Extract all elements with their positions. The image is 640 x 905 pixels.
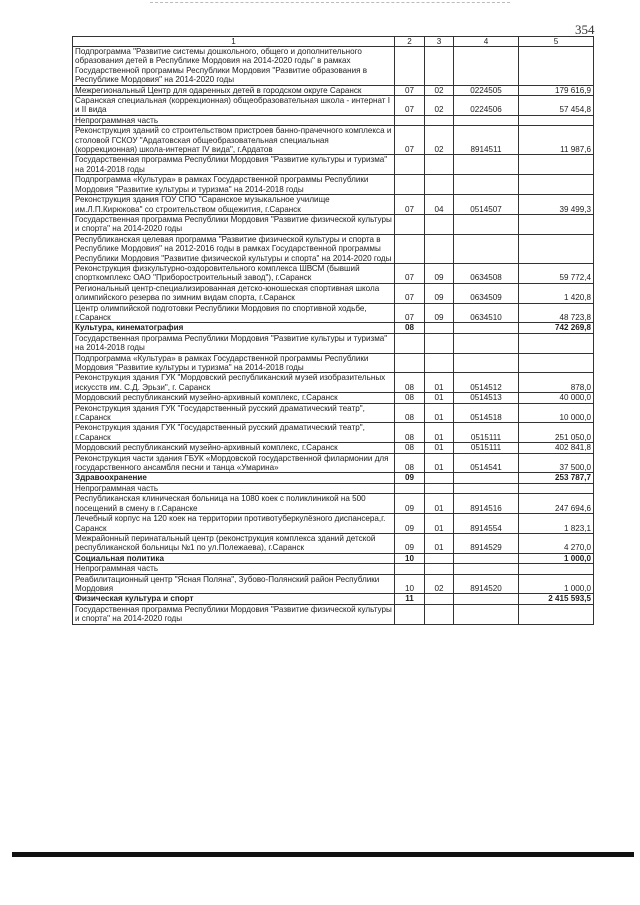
row-name-cell: Непрограммная часть — [73, 564, 395, 574]
row-target-code-cell — [454, 323, 519, 333]
table-row — [73, 263, 594, 283]
table-row — [73, 175, 594, 195]
row-amount-cell: 2 415 593,5 — [519, 594, 594, 604]
row-subsection-cell — [425, 47, 454, 86]
row-name-cell: Реконструкция здания ГУК "Государственный русский драматический театр", г.Саранск — [73, 403, 395, 423]
row-section-cell: 09 — [395, 473, 425, 483]
row-amount-cell — [519, 604, 594, 624]
row-amount-cell: 57 454,8 — [519, 96, 594, 116]
row-section-cell: 07 — [395, 263, 425, 283]
row-target-code-cell: 0514541 — [454, 453, 519, 473]
row-name-cell: Республиканская целевая программа "Развитие физической культуры и спорта в Республике Мордовия" на 2012-2016 годы в рамках Государственной программы Республики Мордовия "Развитие физической культуры и спорта" на 2014-2020 годы — [73, 234, 395, 263]
row-target-code-cell — [454, 155, 519, 175]
row-name-cell: Реконструкция здания ГУК "Мордовский республиканский музей изобразительных искусств им. С.Д. Эрьзи", г. Саранск — [73, 373, 395, 393]
bottom-scan-bar — [12, 852, 634, 857]
row-amount-cell: 253 787,7 — [519, 473, 594, 483]
row-section-cell — [395, 175, 425, 195]
row-amount-cell: 1 420,8 — [519, 283, 594, 303]
table-row — [73, 155, 594, 175]
row-target-code-cell — [454, 483, 519, 493]
row-subsection-cell — [425, 214, 454, 234]
top-scan-line — [150, 2, 510, 3]
row-target-code-cell: 0515111 — [454, 443, 519, 453]
row-subsection-cell: 01 — [425, 393, 454, 403]
row-section-cell: 07 — [395, 96, 425, 116]
table-row — [73, 574, 594, 594]
row-name-cell: Саранская специальная (коррекционная) общеобразовательная школа - интернат I и II вида — [73, 96, 395, 116]
row-name-cell: Непрограммная часть — [73, 115, 395, 125]
row-section-cell — [395, 333, 425, 353]
row-target-code-cell — [454, 553, 519, 563]
row-target-code-cell: 0634510 — [454, 303, 519, 323]
row-target-code-cell — [454, 473, 519, 483]
row-subsection-cell: 01 — [425, 453, 454, 473]
column-header-name: 1 — [73, 37, 395, 47]
row-section-cell: 07 — [395, 283, 425, 303]
row-section-cell: 08 — [395, 453, 425, 473]
table-row — [73, 283, 594, 303]
row-section-cell — [395, 155, 425, 175]
row-name-cell: Физическая культура и спорт — [73, 594, 395, 604]
table-row — [73, 533, 594, 553]
row-section-cell: 10 — [395, 574, 425, 594]
row-name-cell: Реконструкция здания ГУК "Государственный русский драматический театр", г.Саранск — [73, 423, 395, 443]
row-name-cell: Государственная программа Республики Мордовия "Развитие культуры и туризма" на 2014-2018 годы — [73, 333, 395, 353]
table-row — [73, 234, 594, 263]
row-target-code-cell — [454, 564, 519, 574]
row-section-cell: 08 — [395, 323, 425, 333]
row-name-cell: Государственная программа Республики Мордовия "Развитие физической культуры и спорта" на 2014-2020 годы — [73, 604, 395, 624]
row-amount-cell — [519, 47, 594, 86]
row-target-code-cell: 0514513 — [454, 393, 519, 403]
row-name-cell: Межрегиональный Центр для одаренных детей в городском округе Саранск — [73, 85, 395, 95]
row-target-code-cell: 0634508 — [454, 263, 519, 283]
table-row — [73, 494, 594, 514]
row-amount-cell: 10 000,0 — [519, 403, 594, 423]
table-row — [73, 323, 594, 333]
row-target-code-cell — [454, 333, 519, 353]
row-subsection-cell — [425, 323, 454, 333]
row-subsection-cell: 02 — [425, 96, 454, 116]
row-name-cell: Республиканская клиническая больница на 1080 коек с поликлиникой на 500 посещений в смену в г.Саранске — [73, 494, 395, 514]
table-row — [73, 453, 594, 473]
row-amount-cell: 878,0 — [519, 373, 594, 393]
row-target-code-cell: 8914554 — [454, 514, 519, 534]
row-name-cell: Подпрограмма «Культура» в рамках Государственной программы Республики Мордовия "Развитие культуры и туризма" на 2014-2018 годы — [73, 175, 395, 195]
row-subsection-cell: 01 — [425, 373, 454, 393]
table-row — [73, 333, 594, 353]
row-subsection-cell — [425, 115, 454, 125]
row-subsection-cell — [425, 353, 454, 373]
row-section-cell — [395, 483, 425, 493]
row-name-cell: Социальная политика — [73, 553, 395, 563]
budget-table — [72, 36, 594, 625]
row-target-code-cell: 0514507 — [454, 195, 519, 215]
row-section-cell — [395, 47, 425, 86]
row-target-code-cell — [454, 47, 519, 86]
table-row — [73, 115, 594, 125]
row-target-code-cell: 8914516 — [454, 494, 519, 514]
row-target-code-cell — [454, 115, 519, 125]
table-row — [73, 553, 594, 563]
row-name-cell: Культура, кинематография — [73, 323, 395, 333]
row-target-code-cell: 0514512 — [454, 373, 519, 393]
table-row — [73, 85, 594, 95]
row-subsection-cell — [425, 155, 454, 175]
row-amount-cell: 11 987,6 — [519, 126, 594, 155]
row-section-cell: 10 — [395, 553, 425, 563]
table-row — [73, 564, 594, 574]
table-row — [73, 393, 594, 403]
row-section-cell: 08 — [395, 403, 425, 423]
row-amount-cell: 247 694,6 — [519, 494, 594, 514]
row-target-code-cell: 8914529 — [454, 533, 519, 553]
table-row — [73, 473, 594, 483]
row-name-cell: Региональный центр-специализированная детско-юношеская спортивная школа олимпийского резерва по зимним видам спорта, г.Саранск — [73, 283, 395, 303]
row-name-cell: Центр олимпийской подготовки Республики Мордовия по спортивной ходьбе, г.Саранск — [73, 303, 395, 323]
table-row — [73, 373, 594, 393]
column-header-section: 2 — [395, 37, 425, 47]
table-row — [73, 96, 594, 116]
row-amount-cell: 59 772,4 — [519, 263, 594, 283]
row-subsection-cell — [425, 594, 454, 604]
row-section-cell: 08 — [395, 393, 425, 403]
row-subsection-cell: 09 — [425, 303, 454, 323]
row-amount-cell: 251 050,0 — [519, 423, 594, 443]
row-target-code-cell: 0634509 — [454, 283, 519, 303]
row-subsection-cell: 01 — [425, 533, 454, 553]
row-target-code-cell: 0514518 — [454, 403, 519, 423]
row-subsection-cell: 01 — [425, 443, 454, 453]
row-section-cell — [395, 214, 425, 234]
row-name-cell: Подпрограмма "Развитие системы дошкольного, общего и дополнительного образования детей в Республике Мордовия на 2014-2020 годы" в рамках Государственной программы Республики Мордовия "Развитие образования в Республике Мордовия" на 2014-2020 годы — [73, 47, 395, 86]
row-amount-cell — [519, 175, 594, 195]
row-name-cell: Мордовский республиканский музейно-архивный комплекс, г.Саранск — [73, 443, 395, 453]
row-amount-cell: 742 269,8 — [519, 323, 594, 333]
row-section-cell: 07 — [395, 85, 425, 95]
row-amount-cell — [519, 214, 594, 234]
row-amount-cell: 402 841,8 — [519, 443, 594, 453]
row-target-code-cell: 0224506 — [454, 96, 519, 116]
row-name-cell: Подпрограмма «Культура» в рамках Государственной программы Республики Мордовия "Развитие культуры и туризма" на 2014-2018 годы — [73, 353, 395, 373]
column-header-amount: 5 — [519, 37, 594, 47]
row-name-cell: Межрайонный перинатальный центр (реконструкция комплекса зданий детской республиканской больницы №1 по ул.Полежаева), г.Саранск — [73, 533, 395, 553]
row-subsection-cell: 01 — [425, 514, 454, 534]
row-name-cell: Реконструкция здания ГОУ СПО "Саранское музыкальное училище им.Л.П.Кирюкова" со строительством общежития, г.Саранск — [73, 195, 395, 215]
row-subsection-cell: 09 — [425, 263, 454, 283]
row-name-cell: Непрограммная часть — [73, 483, 395, 493]
row-name-cell: Здравоохранение — [73, 473, 395, 483]
row-name-cell: Лечебный корпус на 120 коек на территории противотуберкулёзного диспансера,г. Саранск — [73, 514, 395, 534]
row-target-code-cell — [454, 604, 519, 624]
row-section-cell: 07 — [395, 303, 425, 323]
page-number: 354 — [575, 22, 595, 37]
table-row — [73, 403, 594, 423]
row-name-cell: Реконструкция физкультурно-оздоровительного комплекса ШВСМ (бывший спорткомплекс ОАО "Приборостроительный завод"), г.Саранск — [73, 263, 395, 283]
row-amount-cell — [519, 353, 594, 373]
row-subsection-cell — [425, 234, 454, 263]
row-amount-cell: 39 499,3 — [519, 195, 594, 215]
row-section-cell — [395, 115, 425, 125]
row-section-cell: 09 — [395, 533, 425, 553]
row-section-cell: 07 — [395, 126, 425, 155]
row-section-cell: 08 — [395, 423, 425, 443]
row-amount-cell — [519, 564, 594, 574]
row-target-code-cell: 8914520 — [454, 574, 519, 594]
row-section-cell — [395, 564, 425, 574]
table-row — [73, 443, 594, 453]
table-row — [73, 423, 594, 443]
row-section-cell: 08 — [395, 443, 425, 453]
row-amount-cell: 1 823,1 — [519, 514, 594, 534]
row-subsection-cell: 02 — [425, 85, 454, 95]
row-target-code-cell: 0224505 — [454, 85, 519, 95]
row-subsection-cell: 01 — [425, 403, 454, 423]
table-row — [73, 303, 594, 323]
row-name-cell: Государственная программа Республики Мордовия "Развитие физической культуры и спорта" на 2014-2020 годы — [73, 214, 395, 234]
row-subsection-cell — [425, 564, 454, 574]
row-target-code-cell — [454, 353, 519, 373]
table-row — [73, 195, 594, 215]
column-header-subsection: 3 — [425, 37, 454, 47]
row-section-cell — [395, 234, 425, 263]
table-row — [73, 594, 594, 604]
row-amount-cell — [519, 333, 594, 353]
row-target-code-cell — [454, 234, 519, 263]
row-subsection-cell: 04 — [425, 195, 454, 215]
table-row — [73, 483, 594, 493]
row-subsection-cell: 09 — [425, 283, 454, 303]
table-body — [73, 47, 594, 625]
table-row — [73, 353, 594, 373]
table-row — [73, 514, 594, 534]
row-section-cell: 09 — [395, 514, 425, 534]
table-header-row — [73, 37, 594, 47]
row-amount-cell — [519, 115, 594, 125]
row-subsection-cell: 02 — [425, 574, 454, 594]
row-name-cell: Реабилитационный центр "Ясная Поляна", Зубово-Полянский район Республики Мордовия — [73, 574, 395, 594]
row-subsection-cell — [425, 604, 454, 624]
row-amount-cell — [519, 483, 594, 493]
table-row — [73, 47, 594, 86]
row-target-code-cell: 0515111 — [454, 423, 519, 443]
table-row — [73, 214, 594, 234]
column-header-target-code: 4 — [454, 37, 519, 47]
row-section-cell: 11 — [395, 594, 425, 604]
row-name-cell: Государственная программа Республики Мордовия "Развитие культуры и туризма" на 2014-2018 годы — [73, 155, 395, 175]
row-amount-cell — [519, 155, 594, 175]
row-section-cell: 08 — [395, 373, 425, 393]
row-section-cell — [395, 353, 425, 373]
table-row — [73, 126, 594, 155]
row-section-cell: 09 — [395, 494, 425, 514]
row-target-code-cell — [454, 594, 519, 604]
row-name-cell: Реконструкция части здания ГБУК «Мордовской государственной филармонии для государственного ансамбля песни и танца «Умарина» — [73, 453, 395, 473]
row-section-cell — [395, 604, 425, 624]
row-amount-cell — [519, 234, 594, 263]
row-target-code-cell — [454, 214, 519, 234]
row-subsection-cell — [425, 175, 454, 195]
row-section-cell: 07 — [395, 195, 425, 215]
row-subsection-cell — [425, 553, 454, 563]
row-amount-cell: 48 723,8 — [519, 303, 594, 323]
row-name-cell: Мордовский республиканский музейно-архивный комплекс, г.Саранск — [73, 393, 395, 403]
row-subsection-cell: 01 — [425, 494, 454, 514]
row-subsection-cell — [425, 333, 454, 353]
row-amount-cell: 37 500,0 — [519, 453, 594, 473]
row-target-code-cell — [454, 175, 519, 195]
row-amount-cell: 179 616,9 — [519, 85, 594, 95]
row-subsection-cell: 01 — [425, 423, 454, 443]
table-row — [73, 604, 594, 624]
row-amount-cell: 1 000,0 — [519, 574, 594, 594]
row-target-code-cell: 8914511 — [454, 126, 519, 155]
row-amount-cell: 4 270,0 — [519, 533, 594, 553]
row-subsection-cell — [425, 473, 454, 483]
row-subsection-cell — [425, 483, 454, 493]
row-amount-cell: 40 000,0 — [519, 393, 594, 403]
row-name-cell: Реконструкция зданий со строительством пристроев банно-прачечного комплекса и столовой ГСКОУ "Ардатовская общеобразовательная специальная (коррекционная) школа-интернат IV вида", г.Ардатов — [73, 126, 395, 155]
row-subsection-cell: 02 — [425, 126, 454, 155]
row-amount-cell: 1 000,0 — [519, 553, 594, 563]
